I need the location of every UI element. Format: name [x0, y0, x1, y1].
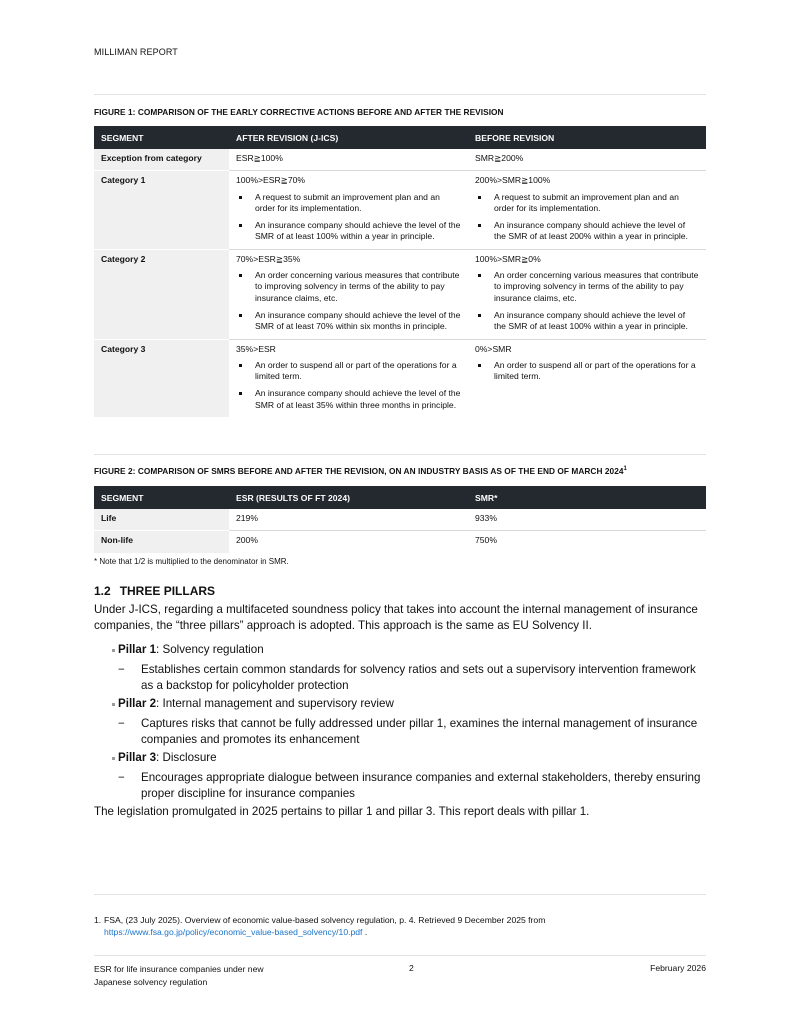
figure1-table [94, 126, 706, 417]
bullet-marker [112, 649, 115, 652]
footer-date: February 2026 [650, 963, 706, 973]
before-revision-cell [468, 171, 706, 249]
list-item: An order concerning various measures that contribute to improving solvency in terms of the ability to pay insurance claims, etc. [236, 270, 461, 304]
divider [94, 894, 706, 895]
footnote-ref: 1 [623, 466, 627, 473]
pillar-name: Pillar 2 [118, 697, 157, 710]
figure2-title: FIGURE 2: COMPARISON OF SMRS BEFORE AND AFTER THE REVISION, ON AN INDUSTRY BASIS AS OF THE END OF MARCH 2024$^1$ [94, 466, 627, 476]
segment-cell: Non-life [94, 531, 229, 553]
segment-cell: Category 2 [94, 249, 229, 339]
table-row [94, 171, 706, 249]
pillar-label: : Internal management and supervisory review [156, 697, 394, 710]
section-number: 1.2 [94, 584, 111, 598]
segment-cell: Life [94, 509, 229, 531]
list-item: An insurance company should achieve the level of the SMR of at least 200% within a year in principle. [475, 220, 699, 243]
closing-paragraph: The legislation promulgated in 2025 pertains to pillar 1 and pillar 3. This report deals with pillar 1. [94, 805, 590, 818]
list-item: An order concerning various measures that contribute to improving solvency in terms of the ability to pay insurance claims, etc. [475, 270, 699, 304]
before-revision-cell [468, 339, 706, 417]
list-item: An insurance company should achieve the level of the SMR of at least 100% within a year in principle. [236, 220, 461, 243]
smr-cell: 933% [468, 509, 706, 531]
table-header-row [94, 126, 706, 149]
esr-cell: 219% [229, 509, 468, 531]
intro-paragraph: Under J-ICS, regarding a multifaceted soundness policy that takes into account the internal management of insurance companies, the “three pillars” approach is adopted. This approach is the same as EU Solvency II. [94, 603, 698, 632]
figure2-table [94, 486, 706, 553]
list-item: An insurance company should achieve the level of the SMR of at least 70% within six months in principle. [236, 310, 461, 333]
condition-text: 100%>ESR≧70% [236, 175, 306, 186]
divider [94, 94, 706, 95]
condition-text: 100%>SMR≧0% [475, 253, 541, 264]
section-title: THREE PILLARS [119, 584, 216, 598]
table-row [94, 149, 706, 171]
list-item: A request to submit an improvement plan and an order for its implementation. [236, 192, 461, 215]
bullet-list [475, 360, 699, 383]
list-item: An insurance company should achieve the level of the SMR of at least 100% within a year in principle. [475, 310, 699, 333]
table-row [94, 531, 706, 553]
bullet-marker [112, 703, 115, 706]
after-revision-cell [229, 249, 468, 339]
footer-title: ESR for life insurance companies under new Japanese solvency regulation [94, 964, 264, 987]
page-number: 2 [409, 963, 414, 973]
smr-cell: 750% [475, 535, 497, 546]
table-row [94, 509, 706, 531]
bullet-list [236, 270, 461, 332]
condition-text: 0%>SMR [475, 343, 512, 354]
pillar-name: Pillar 3 [118, 751, 157, 764]
condition-text: 200%>SMR≧100% [475, 175, 551, 186]
segment-cell: Exception from category [94, 149, 229, 171]
table-header-row [94, 486, 706, 509]
footnote: 1. FSA, (23 July 2025). Overview of economic value-based solvency regulation, p. 4. Retrieved 9 December 2025 from https://www.fsa.go.jp/policy/economic_value-based_solvency/10.pdf . [94, 915, 546, 937]
footnote-number: 1. [94, 915, 102, 925]
condition-text: 70%>ESR≧35% [236, 253, 301, 264]
divider [94, 955, 706, 956]
esr-cell: 200% [236, 535, 258, 546]
col-header-before: BEFORE REVISION [468, 126, 706, 149]
list-item: An order to suspend all or part of the operations for a limited term. [236, 360, 461, 383]
condition-text: SMR≧200% [475, 153, 524, 163]
after-revision-cell [229, 149, 468, 171]
footnote-text: FSA, (23 July 2025). Overview of economic value-based solvency regulation, p. 4. Retrieved 9 December 2025 from [104, 915, 546, 925]
figure1-title: FIGURE 1: COMPARISON OF THE EARLY CORRECTIVE ACTIONS BEFORE AND AFTER THE REVISION [94, 107, 504, 117]
before-revision-cell [468, 149, 706, 171]
pillar-label: : Disclosure [156, 751, 217, 764]
segment-cell: Category 1 [94, 171, 229, 249]
bullet-list [236, 360, 461, 411]
pillar-label: : Solvency regulation [156, 643, 264, 656]
report-header: MILLIMAN REPORT [94, 47, 178, 57]
before-revision-cell [468, 249, 706, 339]
col-header-smr: SMR* [468, 486, 706, 509]
pillar-name: Pillar 1 [118, 643, 157, 656]
list-item: A request to submit an improvement plan and an order for its implementation. [475, 192, 699, 215]
list-item: An order to suspend all or part of the operations for a limited term. [475, 360, 699, 383]
col-header-esr: ESR (RESULTS OF FT 2024) [229, 486, 468, 509]
section-heading [94, 584, 215, 598]
divider [94, 454, 706, 455]
col-header-segment: SEGMENT [94, 486, 229, 509]
condition-text: 35%>ESR [236, 343, 276, 354]
bullet-list [475, 192, 699, 243]
list-item: An insurance company should achieve the level of the SMR of at least 35% within three months in principle. [236, 388, 461, 411]
condition-text: ESR≧100% [236, 153, 283, 163]
bullet-marker [112, 757, 115, 760]
table-row [94, 249, 706, 339]
after-revision-cell [229, 171, 468, 249]
bullet-list [475, 270, 699, 332]
table-note: * Note that 1/2 is multiplied to the denominator in SMR. [94, 557, 289, 566]
footnote-link[interactable]: https://www.fsa.go.jp/policy/economic_value-based_solvency/10.pdf [104, 927, 363, 937]
col-header-after: AFTER REVISION (J-ICS) [229, 126, 468, 149]
after-revision-cell [229, 339, 468, 417]
col-header-segment: SEGMENT [94, 126, 229, 149]
bullet-list [236, 192, 461, 243]
segment-cell: Category 3 [94, 339, 229, 417]
table-row [94, 339, 706, 417]
